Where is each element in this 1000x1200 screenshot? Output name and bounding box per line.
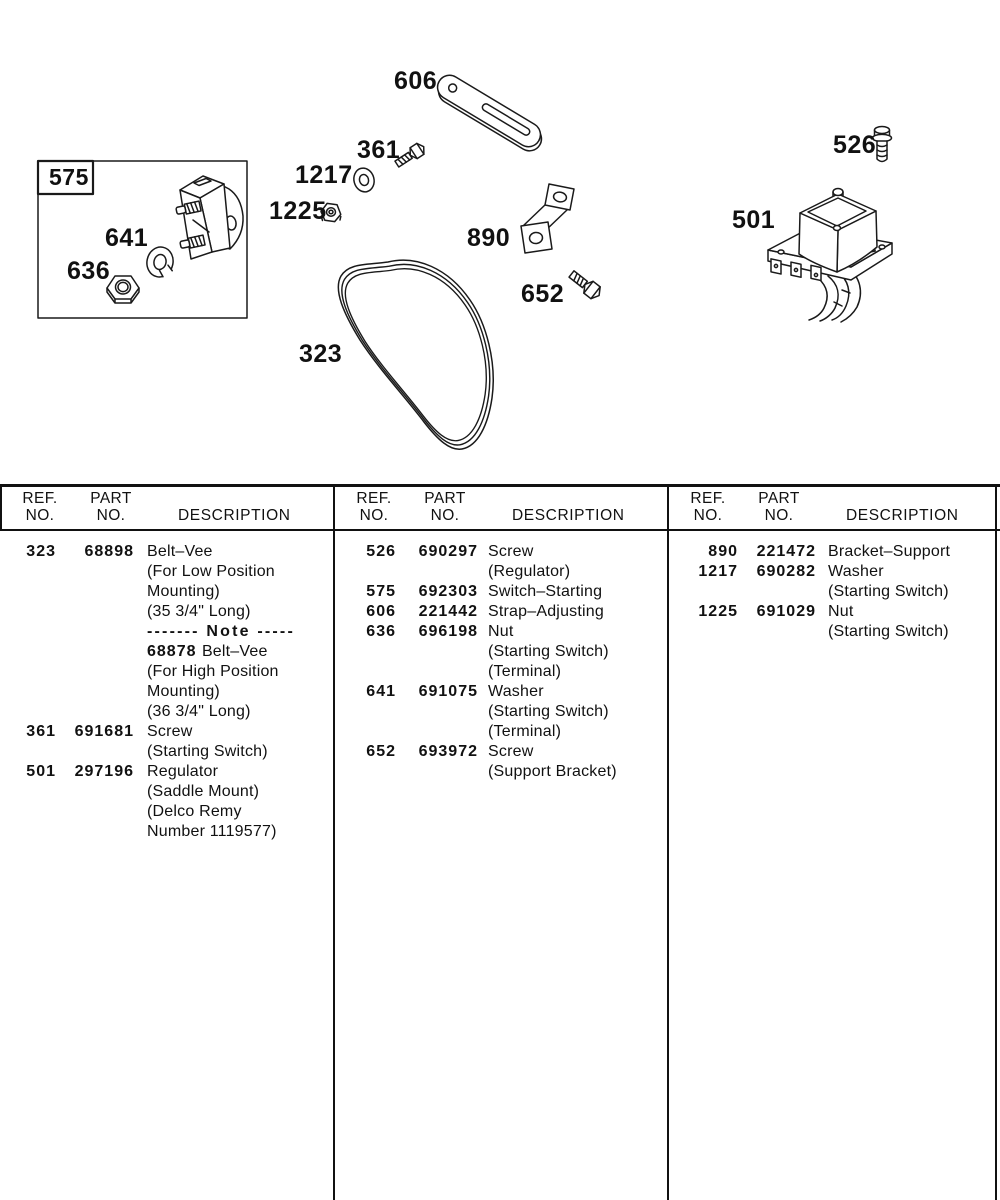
ref-no: 575	[366, 583, 396, 600]
label-361: 361	[357, 136, 401, 164]
table-line	[0, 722, 330, 742]
label-606: 606	[394, 67, 438, 95]
table-line	[334, 642, 664, 662]
table-line	[334, 542, 664, 562]
table-line	[668, 602, 994, 622]
part-no	[56, 822, 134, 842]
part-no: 691075	[418, 683, 478, 700]
part-no	[738, 582, 816, 602]
header-part-no: PART NO.	[758, 490, 800, 524]
table-line	[334, 762, 664, 782]
description: Screw	[147, 723, 193, 740]
description: Nut	[828, 603, 854, 620]
description: Belt–Vee	[147, 543, 213, 560]
ref-no	[0, 782, 56, 802]
table-right-border	[995, 484, 997, 1200]
description: Mounting)	[147, 683, 220, 700]
ref-no	[0, 802, 56, 822]
nut-636-drawing	[107, 276, 139, 303]
part-no: 221472	[756, 543, 816, 560]
ref-no: 890	[708, 543, 738, 560]
label-1217: 1217	[295, 161, 353, 189]
part-no: 691029	[756, 603, 816, 620]
ref-no	[0, 822, 56, 842]
part-no	[396, 562, 478, 582]
table-line	[0, 542, 330, 562]
ref-no	[0, 582, 56, 602]
part-no: 68898	[84, 543, 134, 560]
label-526: 526	[833, 131, 877, 159]
ref-no: 606	[366, 603, 396, 620]
description: Washer	[828, 563, 884, 580]
part-no	[56, 802, 134, 822]
description: Mounting)	[147, 583, 220, 600]
part-no: 693972	[418, 743, 478, 760]
part-no	[56, 642, 134, 662]
header-ref-no: REF. NO.	[22, 490, 58, 524]
header-description: DESCRIPTION	[178, 507, 291, 524]
ref-no	[0, 622, 56, 642]
ref-no: 652	[366, 743, 396, 760]
description: (Starting Switch)	[488, 643, 609, 660]
table-line	[334, 702, 664, 722]
table-line	[334, 582, 664, 602]
table-line	[334, 602, 664, 622]
table-line	[0, 782, 330, 802]
part-no: 690282	[756, 563, 816, 580]
part-no	[56, 702, 134, 722]
part-no	[56, 582, 134, 602]
parts-list-column-3	[668, 542, 994, 642]
label-652: 652	[521, 280, 565, 308]
header-description: DESCRIPTION	[846, 507, 959, 524]
description: (Support Bracket)	[488, 763, 617, 780]
ref-no	[0, 682, 56, 702]
table-line	[0, 582, 330, 602]
part-no	[56, 682, 134, 702]
part-no	[56, 602, 134, 622]
table-line	[668, 542, 994, 562]
description: (Starting Switch)	[488, 703, 609, 720]
ref-no: 323	[26, 543, 56, 560]
label-323: 323	[299, 340, 343, 368]
ref-no	[0, 662, 56, 682]
header-description: DESCRIPTION	[512, 507, 625, 524]
table-line	[334, 742, 664, 762]
table-line	[0, 622, 330, 642]
table-line	[0, 602, 330, 622]
ref-no	[334, 762, 396, 782]
part-no	[396, 642, 478, 662]
ref-no	[334, 662, 396, 682]
description: (Starting Switch)	[828, 623, 949, 640]
ref-no: 636	[366, 623, 396, 640]
description: Bracket–Support	[828, 543, 951, 560]
ref-no	[334, 702, 396, 722]
label-636: 636	[67, 257, 111, 285]
ref-no	[334, 722, 396, 742]
part-no	[56, 562, 134, 582]
part-no	[738, 622, 816, 642]
ref-no	[0, 562, 56, 582]
description: Switch–Starting	[488, 583, 603, 600]
part-no	[396, 722, 478, 742]
table-line	[334, 682, 664, 702]
ref-no: 641	[366, 683, 396, 700]
table-line	[0, 562, 330, 582]
description: (For High Position	[147, 663, 279, 680]
starting-switch-drawing	[175, 176, 243, 259]
table-line	[668, 582, 994, 602]
part-no	[56, 662, 134, 682]
ref-no	[334, 562, 396, 582]
ref-no	[0, 742, 56, 762]
screw-652-drawing	[567, 268, 604, 301]
ref-no	[668, 582, 738, 602]
part-no	[396, 762, 478, 782]
description: Nut	[488, 623, 514, 640]
table-line	[0, 702, 330, 722]
parts-list-column-1	[0, 542, 330, 842]
header-part-no: PART NO.	[90, 490, 132, 524]
header-part-no: PART NO.	[424, 490, 466, 524]
description: (Terminal)	[488, 663, 562, 680]
ref-no: 501	[26, 763, 56, 780]
description: Washer	[488, 683, 544, 700]
parts-list-column-2	[334, 542, 664, 782]
description: ------- Note -----	[147, 623, 295, 640]
part-no: 691681	[74, 723, 134, 740]
label-1225: 1225	[269, 197, 327, 225]
ref-no	[0, 642, 56, 662]
table-line	[0, 822, 330, 842]
label-641: 641	[105, 224, 149, 252]
table-top-border	[0, 484, 1000, 487]
ref-no: 526	[366, 543, 396, 560]
description: (Delco Remy	[147, 803, 242, 820]
ref-no: 361	[26, 723, 56, 740]
table-line	[668, 562, 994, 582]
label-501: 501	[732, 206, 776, 234]
description: (Terminal)	[488, 723, 562, 740]
table-line	[668, 622, 994, 642]
table-line	[0, 742, 330, 762]
table-line	[334, 722, 664, 742]
part-no	[396, 662, 478, 682]
ref-no	[0, 602, 56, 622]
belt-vee-drawing	[338, 260, 493, 449]
description: Regulator	[147, 763, 219, 780]
regulator-drawing	[768, 189, 892, 323]
bracket-support-drawing	[521, 184, 574, 253]
ref-no	[334, 642, 396, 662]
description: (35 3/4" Long)	[147, 603, 251, 620]
label-890: 890	[467, 224, 511, 252]
description: Strap–Adjusting	[488, 603, 604, 620]
table-line	[0, 762, 330, 782]
part-no	[56, 782, 134, 802]
part-no	[56, 622, 134, 642]
description: Screw	[488, 543, 534, 560]
washer-641-drawing	[144, 245, 180, 283]
description: (Regulator)	[488, 563, 571, 580]
table-line	[0, 662, 330, 682]
table-line	[0, 642, 330, 662]
washer-1217-drawing	[351, 166, 377, 194]
ref-no	[668, 622, 738, 642]
part-no: 297196	[74, 763, 134, 780]
part-no: 690297	[418, 543, 478, 560]
table-line	[334, 622, 664, 642]
header-ref-no: REF. NO.	[356, 490, 392, 524]
description: (Starting Switch)	[147, 743, 268, 760]
table-line	[334, 562, 664, 582]
header-ref-no: REF. NO.	[690, 490, 726, 524]
description: (Starting Switch)	[828, 583, 949, 600]
description: (For Low Position	[147, 563, 275, 580]
part-no	[396, 702, 478, 722]
table-line	[0, 682, 330, 702]
description: Screw	[488, 743, 534, 760]
part-no: 221442	[418, 603, 478, 620]
ref-no	[0, 702, 56, 722]
ref-no: 1225	[698, 603, 738, 620]
part-no: 692303	[418, 583, 478, 600]
table-line	[334, 662, 664, 682]
part-no	[56, 742, 134, 762]
description: Number 1119577)	[147, 823, 277, 840]
label-575: 575	[49, 164, 89, 190]
table-header-col-2	[334, 490, 668, 532]
table-header-col-1	[0, 490, 334, 532]
ref-no: 1217	[698, 563, 738, 580]
description: (36 3/4" Long)	[147, 703, 251, 720]
table-header-col-3	[668, 490, 1000, 532]
description: 68878 Belt–Vee	[147, 643, 268, 660]
part-no: 696198	[418, 623, 478, 640]
table-line	[0, 802, 330, 822]
strap-adjusting-drawing	[432, 71, 548, 155]
description: (Saddle Mount)	[147, 783, 260, 800]
